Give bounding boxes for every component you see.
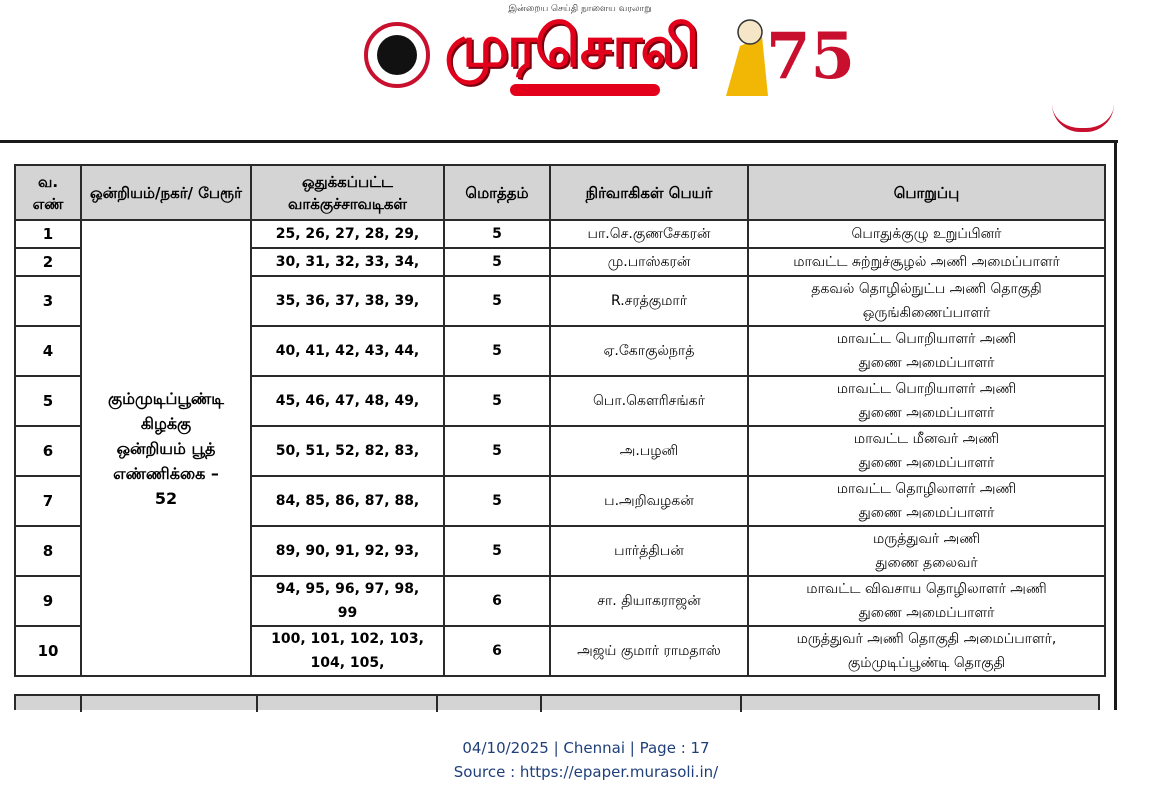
header-total: மொத்தம் [444,165,550,220]
cell-total: 5 [444,326,550,376]
cell-total: 6 [444,576,550,626]
header-booths: ஒதுக்கப்பட்ட வாக்குச்சாவடிகள் [251,165,444,220]
footer-source-line: Source : https://epaper.murasoli.in/ [453,763,719,781]
anniversary-number: 75 [766,19,856,94]
cell-total: 5 [444,276,550,326]
cell-booths [251,326,444,376]
cell-booths [251,220,444,248]
cell-union-name-line: கும்முடிப்பூண்டி [107,388,225,408]
cell-booths-line: 45, 46, 47, 48, 49, [275,393,420,409]
cell-serial-no: 2 [15,248,81,276]
cell-booths [251,248,444,276]
cell-booths [251,626,444,676]
cell-union-name-line: 52 [154,488,178,508]
cell-role-line: தகவல் தொழில்நுட்ப அணி தொகுதி [811,281,1042,297]
cell-role [748,526,1105,576]
cell-booths-line: 100, 101, 102, 103, [271,631,424,647]
party-seal-logo [364,22,430,88]
cell-role-line: மாவட்ட பொறியாளர் அணி [836,381,1017,397]
logo-subtag-strip [510,84,660,96]
cell-name: ப.அறிவழகன் [550,476,748,526]
cell-role [748,376,1105,426]
cell-serial-no: 1 [15,220,81,248]
cell-total: 5 [444,376,550,426]
anniversary-emblem [706,6,856,100]
cell-serial-no: 5 [15,376,81,426]
cell-serial-no: 10 [15,626,81,676]
header-union: ஒன்றியம்/நகர்/ பேரூர் [81,165,251,220]
cell-role [748,476,1105,526]
cell-role-line: துணை தலைவர் [875,555,978,571]
cell-name: அஜய் குமார் ராமதாஸ் [550,626,748,676]
cell-union-name-line: எண்ணிக்கை – [113,463,219,483]
cell-name: மு.பாஸ்கரன் [550,248,748,276]
cell-role-line: துணை அமைப்பாளர் [858,605,995,621]
cell-total: 5 [444,426,550,476]
masthead-tagline: இன்றைய செய்தி நாளைய வரலாறு [508,4,652,14]
cell-booths-line: 94, 95, 96, 97, 98, [275,581,420,597]
cell-role-line: மாவட்ட மீனவர் அணி [853,431,1000,447]
cell-booths-line: 25, 26, 27, 28, 29, [275,226,420,242]
cell-role-line: துணை அமைப்பாளர் [858,405,995,421]
cell-total: 5 [444,248,550,276]
cell-role-line: கும்முடிப்பூண்டி தொகுதி [847,655,1006,671]
cell-role [748,426,1105,476]
cell-role-line: மாவட்ட பொறியாளர் அணி [836,331,1017,347]
cell-role-line: மருத்துவர் அணி [872,531,981,547]
cell-role-line: மருத்துவர் அணி தொகுதி அமைப்பாளர், [796,631,1057,647]
cell-booths [251,276,444,326]
cell-role-line: மாவட்ட தொழிலாளர் அணி [836,481,1017,497]
cell-booths-line: 89, 90, 91, 92, 93, [275,543,420,559]
cell-role [748,276,1105,326]
cell-total: 5 [444,476,550,526]
cell-serial-no: 6 [15,426,81,476]
cell-role [748,248,1105,276]
cell-serial-no: 4 [15,326,81,376]
cell-total: 6 [444,626,550,676]
cell-union-name [81,220,251,676]
corner-decoration [1052,104,1114,132]
cell-total: 5 [444,220,550,248]
cell-name: பா.செ.குணசேகரன் [550,220,748,248]
footer-date-line: 04/10/2025 | Chennai | Page : 17 [462,739,710,757]
cell-name: R.சரத்குமார் [550,276,748,326]
cell-booths-line: 84, 85, 86, 87, 88, [275,493,420,509]
page-footer [0,736,1172,784]
cell-role [748,220,1105,248]
cell-role-line: மாவட்ட சுற்றுச்சூழல் அணி அமைப்பாளர் [793,254,1060,270]
anniversary-figure-icon [726,36,768,96]
cell-role-line: ஒருங்கிணைப்பாளர் [862,305,991,321]
cell-serial-no: 9 [15,576,81,626]
cell-role-line: துணை அமைப்பாளர் [858,455,995,471]
cell-serial-no: 7 [15,476,81,526]
cell-name: சா. தியாகராஜன் [550,576,748,626]
cell-name: பொ.கௌரிசங்கர் [550,376,748,426]
page-frame-top [0,140,1118,143]
masthead [360,0,856,110]
cell-booths [251,526,444,576]
booth-assignment-table [14,164,1106,677]
cell-booths [251,576,444,626]
cell-name: பார்த்திபன் [550,526,748,576]
cell-role-line: துணை அமைப்பாளர் [858,505,995,521]
cell-role [748,326,1105,376]
next-table-header-strip [14,694,1100,710]
newspaper-logo: முரசொலி [444,12,698,80]
cell-booths-line: 104, 105, [310,655,385,671]
page-frame-right [1114,140,1117,710]
cell-booths-line: 40, 41, 42, 43, 44, [275,343,420,359]
cell-role [748,626,1105,676]
header-role: பொறுப்பு [748,165,1105,220]
cell-union-name-line: ஒன்றியம் பூத் [116,438,216,458]
cell-booths-line: 99 [337,605,358,621]
cell-booths [251,376,444,426]
cell-union-name-line: கிழக்கு [140,413,192,433]
cell-role-line: மாவட்ட விவசாய தொழிலாளர் அணி [806,581,1047,597]
cell-total: 5 [444,526,550,576]
table-row [15,220,1105,248]
header-name: நிர்வாகிகள் பெயர் [550,165,748,220]
cell-serial-no: 8 [15,526,81,576]
cell-booths-line: 35, 36, 37, 38, 39, [275,293,420,309]
seal-emblem-icon [377,35,417,75]
header-serial-no: வ. எண் [15,165,81,220]
cell-role [748,576,1105,626]
cell-booths-line: 50, 51, 52, 82, 83, [275,443,420,459]
cell-booths [251,476,444,526]
cell-booths-line: 30, 31, 32, 33, 34, [275,254,420,270]
cell-role-line: பொதுக்குழு உறுப்பினர் [851,226,1002,242]
cell-name: அ.பழனி [550,426,748,476]
cell-booths [251,426,444,476]
cell-role-line: துணை அமைப்பாளர் [858,355,995,371]
booth-assignment-table-container [14,164,1104,677]
cell-serial-no: 3 [15,276,81,326]
table-header-row [15,165,1105,220]
cell-name: ஏ.கோகுல்நாத் [550,326,748,376]
